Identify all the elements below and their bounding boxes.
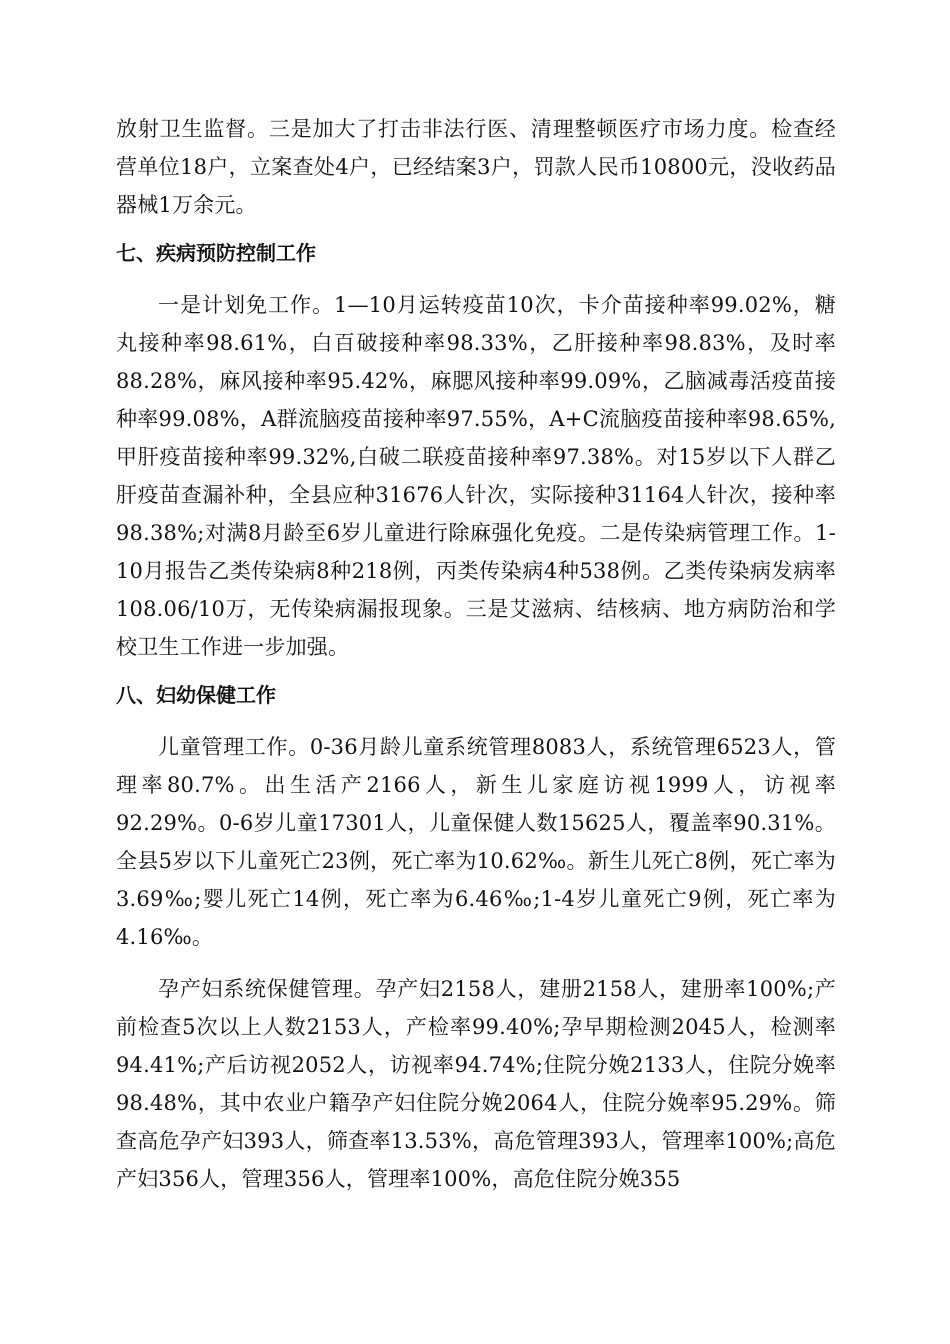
- children-management-paragraph: 儿童管理工作。0-36月龄儿童系统管理8083人，系统管理6523人，管理率80.7%。出生活产2166人，新生儿家庭访视1999人，访视率92.29%。0-6岁儿童17301人，儿童保健人数15625人，覆盖率90.31%。全县5岁以下儿童死亡23例，死亡率为10.62‰。新生儿死亡8例，死亡率为3.69‰;婴儿死亡14例，死亡率为6.46‰;1-4岁儿童死亡9例，死亡率为4.16‰。: [116, 735, 836, 949]
- document-page: [116, 110, 836, 1198]
- section-7-heading: 七、疾病预防控制工作: [116, 241, 316, 265]
- section-7-paragraph: 一是计划免工作。1—10月运转疫苗10次，卡介苗接种率99.02%，糖丸接种率98.61%，白百破接种率98.33%，乙肝接种率98.83%，及时率88.28%，麻风接种率95.42%，麻腮风接种率99.09%，乙脑减毒活疫苗接种率99.08%，A群流脑疫苗接种率97.55%，A+C流脑疫苗接种率98.65%,甲肝疫苗接种率99.32%,白破二联疫苗接种率97.38%。对15岁以下人群乙肝疫苗查漏补种，全县应种31676人针次，实际接种31164人针次，接种率98.38%;对满8月龄至6岁儿童进行除麻强化免疫。二是传染病管理工作。1-10月报告乙类传染病8种218例，丙类传染病4种538例。乙类传染病发病率108.06/10万，无传染病漏报现象。三是艾滋病、结核病、地方病防治和学校卫生工作进一步加强。: [116, 293, 836, 659]
- section-8-heading: 八、妇幼保健工作: [116, 683, 276, 707]
- intro-paragraph: 放射卫生监督。三是加大了打击非法行医、清理整顿医疗市场力度。检查经营单位18户，立案查处4户，已经结案3户，罚款人民币10800元，没收药品器械1万余元。: [116, 117, 836, 217]
- maternal-care-paragraph: 孕产妇系统保健管理。孕产妇2158人，建册2158人，建册率100%;产前检查5次以上人数2153人，产检率99.40%;孕早期检测2045人，检测率94.41%;产后访视2052人，访视率94.74%;住院分娩2133人，住院分娩率98.48%，其中农业户籍孕产妇住院分娩2064人，住院分娩率95.29%。筛查高危孕产妇393人，筛查率13.53%，高危管理393人，管理率100%;高危产妇356人，管理356人，管理率100%，高危住院分娩355: [116, 977, 836, 1191]
